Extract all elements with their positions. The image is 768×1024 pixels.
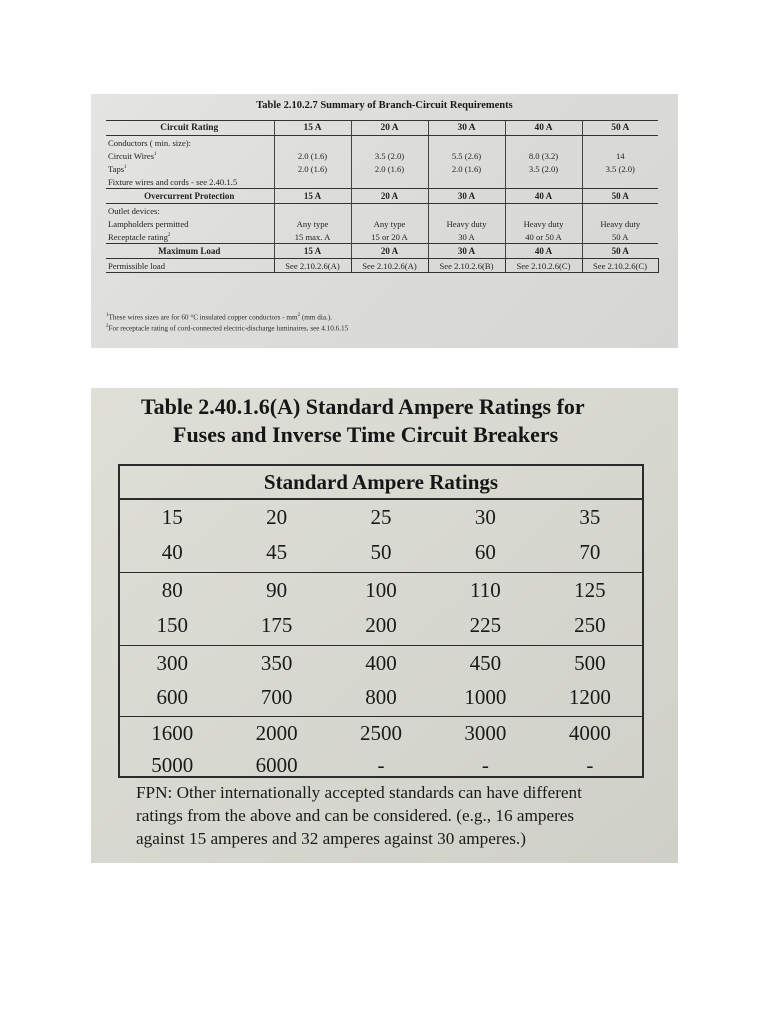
table-cell: 15 A: [274, 244, 351, 259]
table-cell: 5000: [151, 753, 194, 777]
conductors-row: [106, 136, 658, 150]
table-cell: 125: [574, 578, 606, 602]
branch-circuit-table: [106, 120, 659, 273]
table-cell: 1000: [464, 685, 507, 709]
table-cell: 1600: [151, 721, 194, 745]
table-cell: 50 A: [582, 189, 658, 204]
table2-title: [141, 393, 661, 449]
table-cell: 40 A: [505, 189, 582, 204]
table-cell: 4000: [568, 721, 611, 745]
table-cell: 25: [370, 505, 392, 529]
fine-print-note: [136, 781, 661, 850]
outlet-label: Outlet devices:: [108, 205, 160, 216]
table-cell: 90: [266, 578, 288, 602]
table-cell: Heavy duty: [428, 217, 505, 230]
table-cell: 15 A: [274, 189, 351, 204]
table-cell: -: [586, 753, 594, 777]
table-cell: 3.5 (2.0): [351, 149, 428, 162]
table-cell: 30 A: [428, 230, 505, 244]
taps-label: Taps$^1$: [108, 163, 127, 174]
table-cell: 800: [365, 685, 397, 709]
table-cell: 40: [161, 540, 183, 564]
table-cell: 300: [156, 651, 188, 675]
table-cell: See 2.10.2.6(C): [582, 259, 658, 273]
table-row: [120, 716, 642, 751]
fpn-line: ratings from the above and can be considered. (e.g., 16 amperes: [136, 806, 575, 825]
table2-title-line: Table 2.40.1.6(A) Standard Ampere Ratings for: [141, 394, 585, 419]
table-cell: 2.0 (1.6): [351, 162, 428, 175]
receptacle-row: [106, 230, 658, 244]
table-cell: -: [377, 753, 385, 777]
table-cell: 45: [266, 540, 288, 564]
footnote-1: $^1$These wires sizes are for 60 °C insulated copper conductors - $mm^2$ (mm dia.).: [106, 313, 333, 322]
receptacle-label: Receptacle rating$^2$: [108, 231, 171, 242]
table-row: [120, 535, 642, 570]
table-cell: 60: [474, 540, 496, 564]
table-cell: 5.5 (2.6): [428, 149, 505, 162]
table-row: [120, 573, 642, 608]
conductors-label: Conductors ( min. size):: [108, 137, 192, 148]
taps-row: [106, 162, 658, 175]
permissible-load-label: Permissible load: [106, 259, 274, 273]
ampere-ratings-table-photo: [91, 388, 678, 863]
footnote-2: $^2$For receptacle rating of cord-connected electric-discharge luminaires, see 4.10.6.15: [106, 324, 349, 333]
table-cell: Any type: [351, 217, 428, 230]
table-cell: 20 A: [351, 189, 428, 204]
header-15a: 15 A: [274, 121, 351, 136]
table-row: [120, 748, 642, 783]
table-cell: 200: [365, 613, 397, 637]
fpn-line: FPN: Other internationally accepted standards can have different: [136, 783, 582, 802]
table-cell: 50 A: [582, 230, 658, 244]
table-row: [120, 500, 642, 535]
table-cell: 15 or 20 A: [351, 230, 428, 244]
table-cell: See 2.10.2.6(C): [505, 259, 582, 273]
header-50a: 50 A: [582, 121, 658, 136]
header-20a: 20 A: [351, 121, 428, 136]
table-cell: 3.5 (2.0): [505, 162, 582, 175]
table1-title: Table 2.10.2.7 Summary of Branch-Circuit Requirements: [256, 100, 513, 111]
table-cell: 150: [156, 613, 188, 637]
table-cell: 6000: [255, 753, 298, 777]
fixture-label: Fixture wires and cords - see 2.40.1.5: [108, 176, 238, 187]
table-cell: 2.0 (1.6): [274, 149, 351, 162]
header-30a: 30 A: [428, 121, 505, 136]
outlet-row: [106, 204, 658, 218]
table-cell: 8.0 (3.2): [505, 149, 582, 162]
table-cell: 2000: [255, 721, 298, 745]
table-cell: 80: [161, 578, 183, 602]
table-cell: See 2.10.2.6(A): [351, 259, 428, 273]
table-cell: See 2.10.2.6(A): [274, 259, 351, 273]
table-cell: 500: [574, 651, 606, 675]
table-cell: 15 max. A: [274, 230, 351, 244]
table-cell: 175: [260, 613, 293, 637]
table1-header-row: [106, 121, 658, 136]
table-cell: 50: [370, 540, 392, 564]
table-cell: 35: [579, 505, 601, 529]
max-load-row: [106, 244, 658, 259]
header-circuit-rating: Circuit Rating: [106, 121, 274, 136]
table-cell: 450: [469, 651, 502, 675]
table-row: [120, 646, 642, 681]
permissible-load-row: [106, 259, 658, 273]
table-cell: 15: [161, 505, 183, 529]
table-cell: 20 A: [351, 244, 428, 259]
table-cell: 110: [470, 578, 501, 602]
table-row: [120, 680, 642, 715]
table-cell: 3.5 (2.0): [582, 162, 658, 175]
table-cell: 40 or 50 A: [505, 230, 582, 244]
table-cell: 350: [260, 651, 293, 675]
table-cell: 40 A: [505, 244, 582, 259]
table-cell: 3000: [464, 721, 507, 745]
table-cell: Any type: [274, 217, 351, 230]
table-cell: 2.0 (1.6): [428, 162, 505, 175]
table-cell: 700: [260, 685, 293, 709]
circuit-wires-row: [106, 149, 658, 162]
header-40a: 40 A: [505, 121, 582, 136]
circuit-wires-label: Circuit Wires$^1$: [108, 150, 157, 161]
table-cell: Heavy duty: [582, 217, 658, 230]
table-cell: 400: [365, 651, 397, 675]
table-cell: -: [481, 753, 489, 777]
fixture-row: [106, 175, 658, 189]
standard-ampere-ratings-table: [118, 464, 644, 778]
table-cell: 30 A: [428, 189, 505, 204]
table-cell: 14: [582, 149, 658, 162]
table2-header: Standard Ampere Ratings: [120, 466, 642, 500]
table-cell: 20: [266, 505, 288, 529]
table1-footnotes: [106, 311, 348, 334]
table-cell: 250: [574, 613, 606, 637]
fpn-line: against 15 amperes and 32 amperes against 30 amperes.): [136, 829, 526, 848]
table-cell: Heavy duty: [505, 217, 582, 230]
lampholders-row: [106, 217, 658, 230]
table-cell: 2.0 (1.6): [274, 162, 351, 175]
overcurrent-row: [106, 189, 658, 204]
max-load-label: Maximum Load: [106, 244, 274, 259]
table-cell: 1200: [568, 685, 611, 709]
table2-title-line: Fuses and Inverse Time Circuit Breakers: [173, 422, 559, 447]
lampholders-label: Lampholders permitted: [108, 218, 189, 229]
table-cell: 50 A: [582, 244, 658, 259]
table-cell: 70: [579, 540, 601, 564]
table-row: [120, 608, 642, 643]
table-cell: See 2.10.2.6(B): [428, 259, 505, 273]
overcurrent-label: Overcurrent Protection: [106, 189, 274, 204]
table-cell: 100: [365, 578, 397, 602]
branch-circuit-table-photo: [91, 94, 678, 348]
table-cell: 30: [474, 505, 496, 529]
table-cell: 2500: [360, 721, 403, 745]
table-cell: 30 A: [428, 244, 505, 259]
table-cell: 600: [156, 685, 188, 709]
table-cell: 225: [469, 613, 502, 637]
